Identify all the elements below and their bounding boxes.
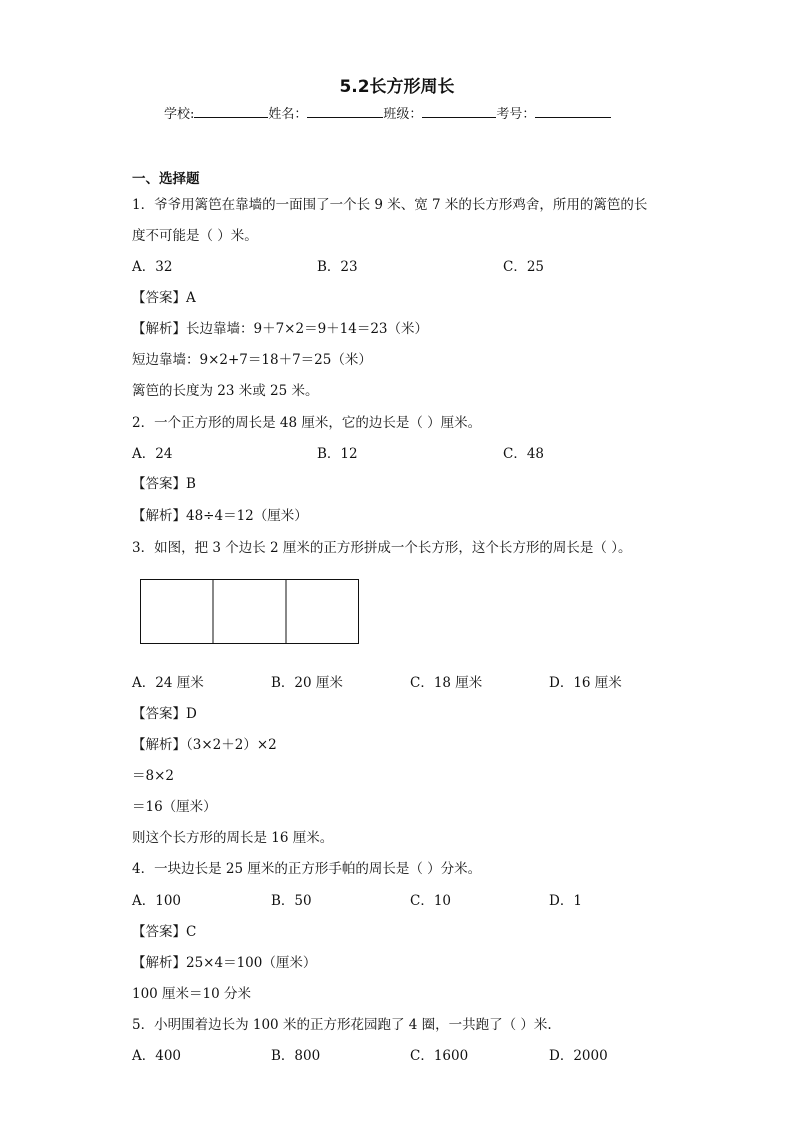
option-c[interactable]: C．1600 [410,1048,469,1064]
option-b[interactable]: B．50 [271,893,312,909]
option-a[interactable]: A．400 [132,1048,182,1064]
question-2-analysis-1: 【解析】48÷4＝12（厘米） [132,508,308,524]
option-a[interactable]: A．24 [132,446,173,462]
class-label: 班级： [383,107,423,122]
school-blank[interactable] [194,103,268,118]
question-4-line-1: 4．一块边长是 25 厘米的正方形手帕的周长是（ ）分米。 [132,861,482,877]
question-4-analysis-2: 100 厘米＝10 分米 [132,986,252,1002]
three-squares-figure [140,579,359,644]
question-1-analysis-3: 篱笆的长度为 23 米或 25 米。 [132,383,319,399]
question-3-analysis-3: ＝16（厘米） [132,799,217,815]
option-a[interactable]: A．24 厘米 [132,675,204,691]
question-2-answer: 【答案】B [132,476,196,492]
question-1-options [132,255,692,275]
question-3-analysis-2: ＝8×2 [132,768,174,784]
question-4-answer: 【答案】C [132,924,197,940]
question-4-options [132,889,692,909]
option-c[interactable]: C．10 [410,893,452,909]
option-c[interactable]: C．25 [503,259,545,275]
question-3-analysis-4: 则这个长方形的周长是 16 厘米。 [132,830,334,846]
question-3-answer: 【答案】D [132,706,197,722]
option-c[interactable]: C．18 厘米 [410,675,483,691]
option-b[interactable]: B．20 厘米 [271,675,343,691]
name-label: 姓名： [268,107,308,122]
option-b[interactable]: B．800 [271,1048,321,1064]
option-d[interactable]: D．16 厘米 [549,675,622,691]
option-a[interactable]: A．100 [132,893,182,909]
number-label: 考号： [496,107,536,122]
school-label: 学校: [164,107,195,122]
option-a[interactable]: A．32 [132,259,173,275]
option-d[interactable]: D．2000 [549,1048,608,1064]
question-2-line-1: 2．一个正方形的周长是 48 厘米，它的边长是（ ）厘米。 [132,415,482,431]
name-blank[interactable] [307,103,383,118]
option-d[interactable]: D．1 [549,893,582,909]
question-4-analysis-1: 【解析】25×4＝100（厘米） [132,955,317,971]
question-1-line-2: 度不可能是（ ）米。 [132,228,258,244]
question-3-analysis-1: 【解析】（3×2＋2）×2 [132,737,277,753]
option-b[interactable]: B．23 [317,259,358,275]
option-b[interactable]: B．12 [317,446,358,462]
class-blank[interactable] [422,103,496,118]
number-blank[interactable] [535,103,611,118]
question-1-analysis-1: 【解析】长边靠墙：9＋7×2＝9＋14＝23（米） [132,321,429,337]
question-2-options [132,442,692,462]
question-5-options [132,1044,692,1064]
option-c[interactable]: C．48 [503,446,545,462]
rectangle-outline [141,580,359,644]
question-3-options [132,671,692,691]
question-3-line-1: 3．如图，把 3 个边长 2 厘米的正方形拼成一个长方形，这个长方形的周长是（ ）。 [132,540,632,556]
question-1-answer: 【答案】A [132,290,196,306]
question-1-line-1: 1．爷爷用篱笆在靠墙的一面围了一个长 9 米、宽 7 米的长方形鸡舍，所用的篱笆的长 [132,197,648,213]
page-title: 5.2长方形周长 [339,77,455,97]
question-5-line-1: 5．小明围着边长为 100 米的正方形花园跑了 4 圈，一共跑了（ ）米. [132,1017,552,1033]
question-1-analysis-2: 短边靠墙：9×2+7＝18＋7＝25（米） [132,352,372,368]
section-heading: 一、选择题 [132,171,200,187]
student-info-line [164,103,611,122]
